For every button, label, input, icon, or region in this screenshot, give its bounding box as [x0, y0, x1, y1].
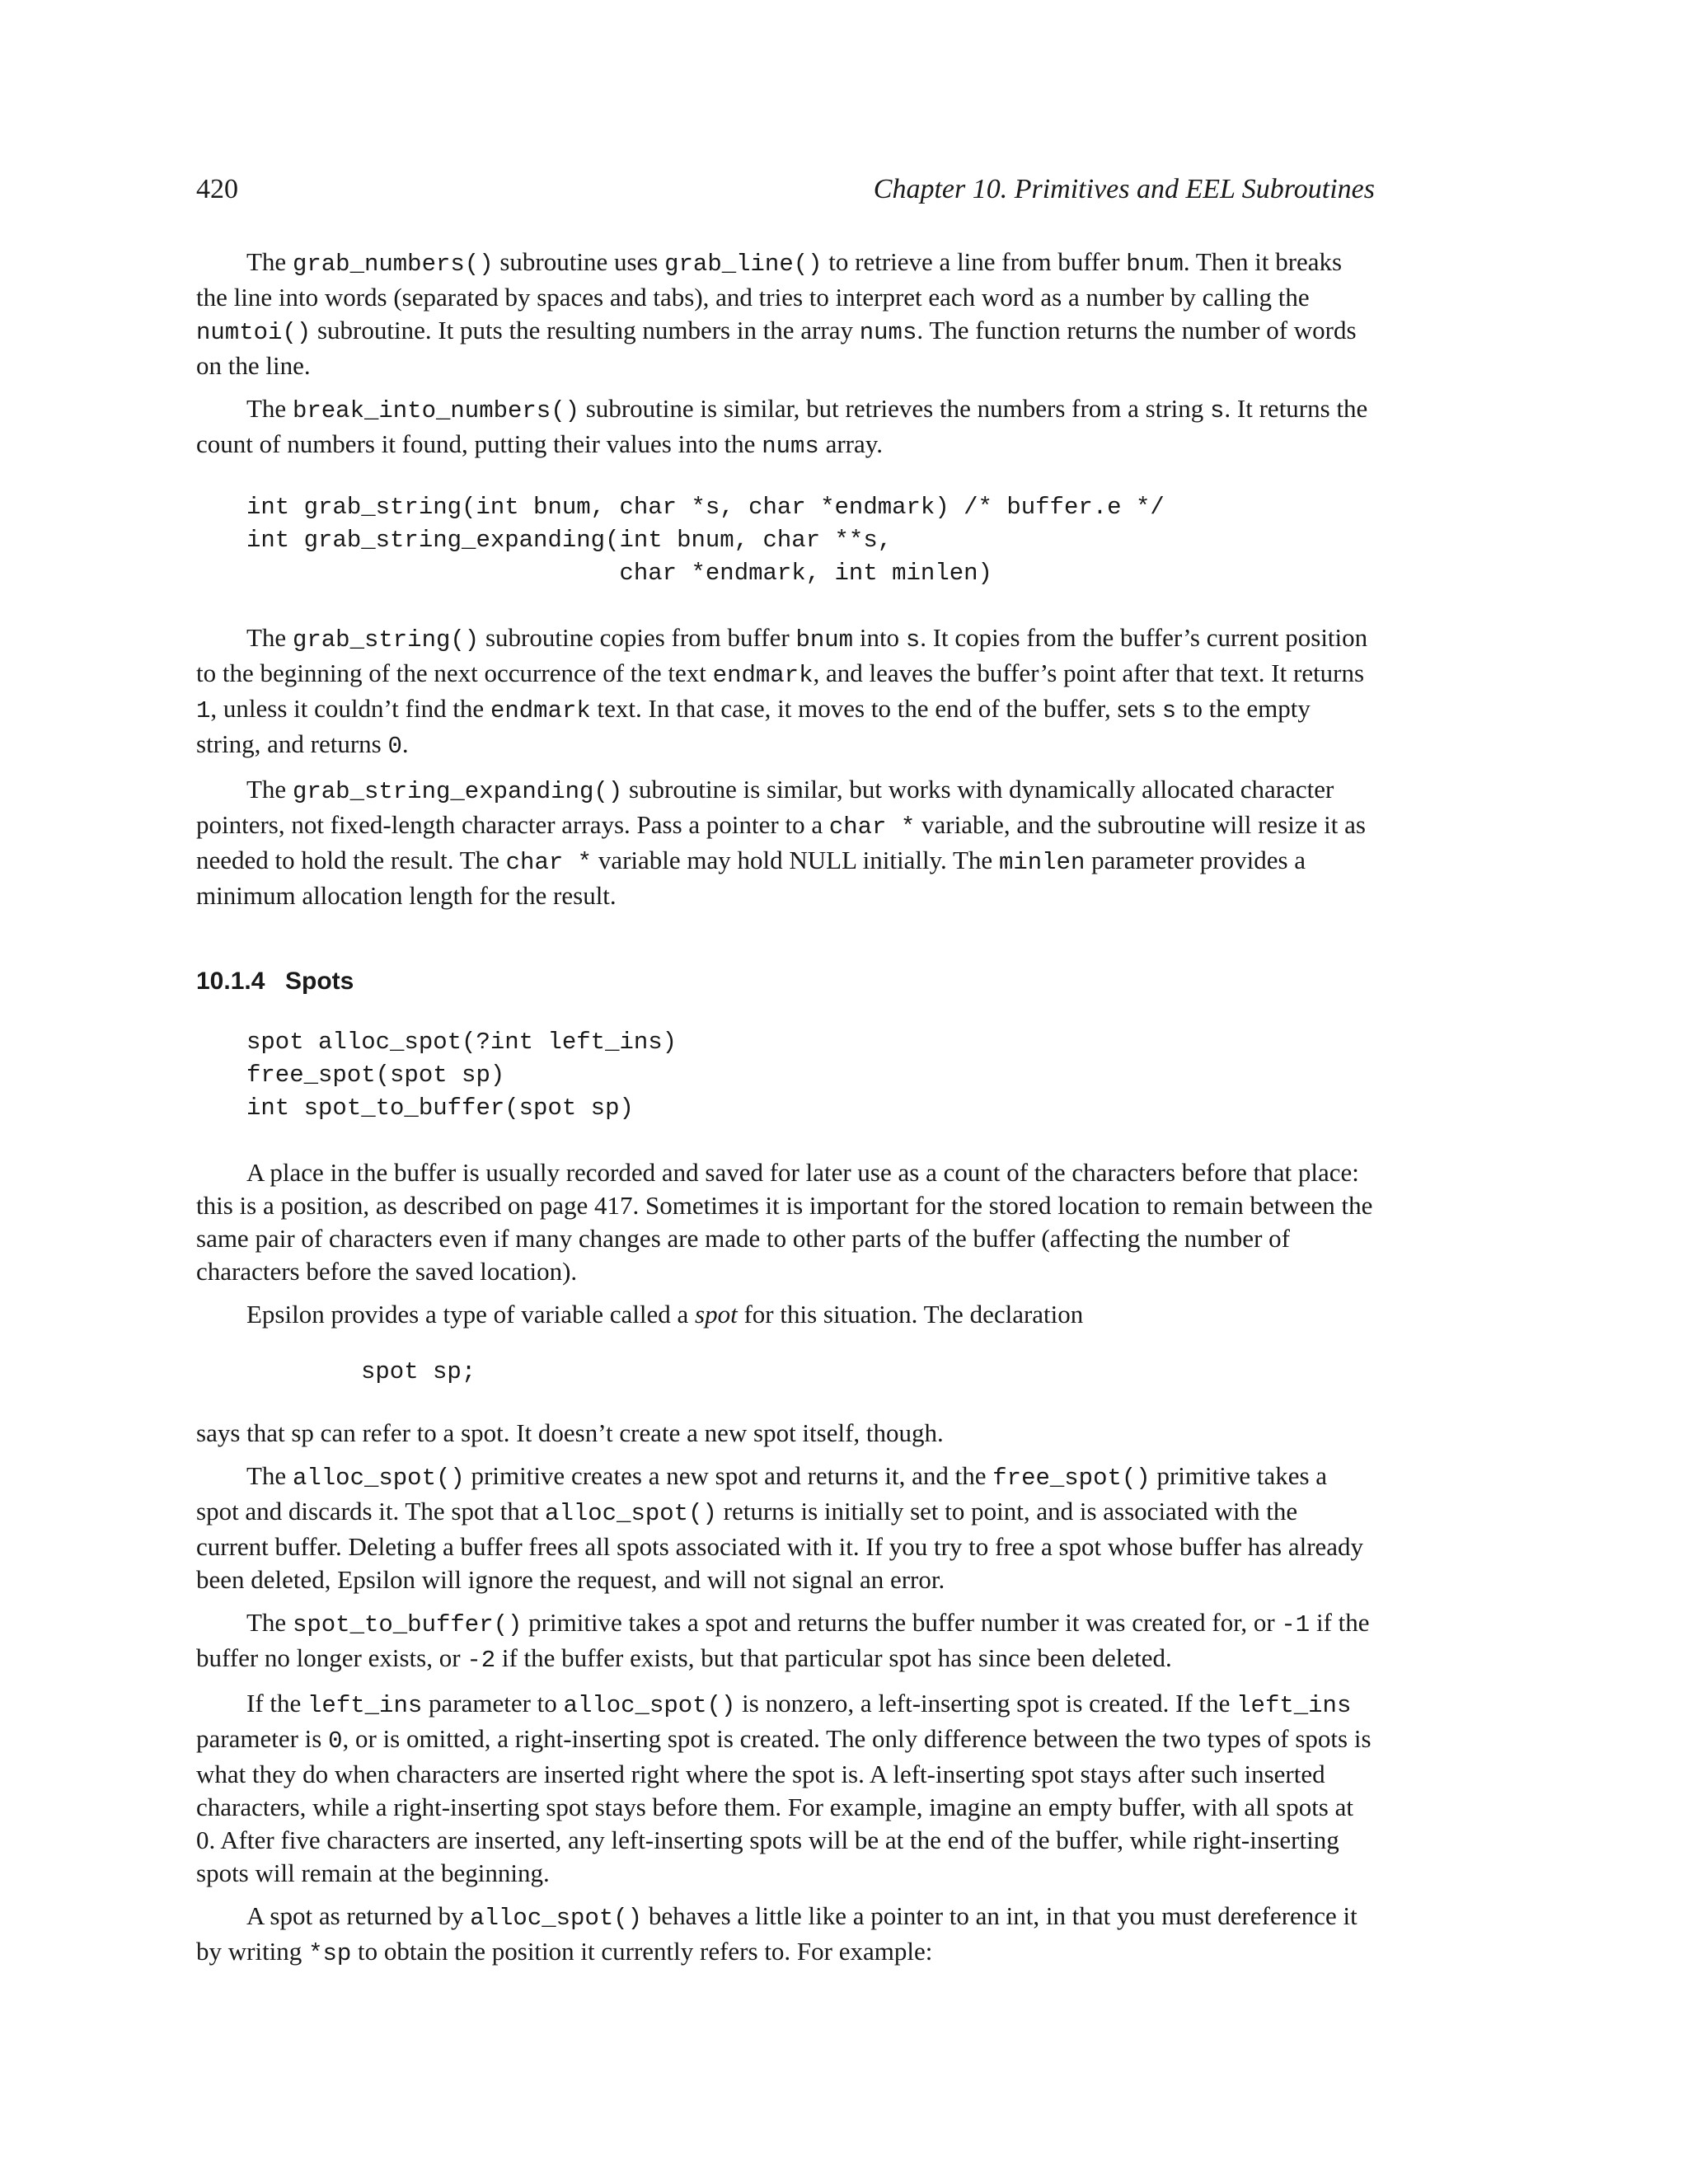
code-block-grab-string: [246, 491, 1375, 590]
code-line: char *endmark, int minlen): [246, 560, 992, 587]
inline-code: -2: [467, 1647, 496, 1674]
paragraph-break-into-numbers: The break_into_numbers() subroutine is similar, but retrieves the numbers from a string s. It returns the count of numbers it found, putting their values into the nums array.: [196, 394, 1368, 460]
inline-code: bnum: [1126, 251, 1184, 278]
inline-code: grab_line(): [664, 251, 823, 278]
paragraph-place-in-buffer: A place in the buffer is usually recorded and saved for later use as a count of the characters before that place: this is a position, as described on page 417. Sometimes it is important for the stored location to remain between the same pair of characters even if many changes are made to other parts of the buffer (affecting the number of characters before the saved location).: [196, 1158, 1373, 1286]
emphasis: spot: [695, 1300, 738, 1329]
inline-code: free_spot(): [992, 1465, 1151, 1492]
code-block-spots: [246, 1026, 1375, 1125]
inline-code: alloc_spot(): [470, 1905, 643, 1932]
code-line: int spot_to_buffer(spot sp): [246, 1094, 634, 1122]
inline-code: nums: [762, 433, 819, 460]
page-number: 420: [196, 174, 238, 204]
inline-code: minlen: [998, 849, 1085, 876]
inline-code: grab_string_expanding(): [292, 778, 623, 805]
inline-code: alloc_spot(): [563, 1692, 736, 1719]
running-head: Chapter 10. Primitives and EEL Subroutines: [873, 174, 1375, 204]
section-number: 10.1.4: [196, 968, 265, 995]
paragraph-grab-string-expanding: The grab_string_expanding() subroutine is similar, but works with dynamically allocated character pointers, not fixed-length character arrays. Pass a pointer to a char * variable, and the subroutine will resize it as needed to hold the result. The char * variable may hold NULL initially. The minlen parameter provides a minimum allocation length for the result.: [196, 775, 1366, 910]
inline-code: 0: [328, 1727, 343, 1755]
inline-code: grab_numbers(): [292, 251, 494, 278]
code-line: int grab_string(int bnum, char *s, char *endmark) /* buffer.e */: [246, 494, 1165, 521]
inline-code: char *: [828, 813, 916, 841]
paragraph-spot-to-buffer: The spot_to_buffer() primitive takes a spot and returns the buffer number it was created for, or -1 if the buffer no longer exists, or -2 if the buffer exists, but that particular spot has since been deleted.: [196, 1608, 1370, 1674]
inline-code: bnum: [795, 626, 854, 654]
inline-code: 1: [196, 697, 211, 724]
code-line: free_spot(spot sp): [246, 1062, 505, 1089]
code-line: int grab_string_expanding(int bnum, char **s,: [246, 527, 893, 554]
inline-code: alloc_spot(): [292, 1465, 465, 1492]
inline-code: alloc_spot(): [545, 1500, 717, 1527]
section-heading: [196, 965, 1375, 998]
inline-code: nums: [859, 319, 917, 346]
paragraph-spot-type: Epsilon provides a type of variable called a spot for this situation. The declaration: [246, 1300, 1084, 1329]
inline-code: endmark: [712, 662, 814, 689]
inline-code: -1: [1281, 1611, 1311, 1638]
paragraph-says-that: says that sp can refer to a spot. It doesn’t create a new spot itself, though.: [196, 1418, 944, 1447]
inline-code: break_into_numbers(): [292, 397, 580, 424]
inline-code: s: [1210, 397, 1225, 424]
inline-code: endmark: [490, 697, 591, 724]
inline-code: left_ins: [1236, 1692, 1352, 1719]
inline-code: grab_string(): [292, 626, 480, 654]
inline-code: 0: [387, 733, 402, 760]
page-body: [196, 246, 1375, 1980]
inline-code: s: [1161, 697, 1177, 724]
paragraph-grab-string: The grab_string() subroutine copies from buffer bnum into s. It copies from the buffer’s current position to the beginning of the next occurrence of the text endmark, and leaves the buffer’s point after that text. It returns 1, unless it couldn’t find the endmark text. In that case, it moves to the end of the buffer, sets s to the empty string, and returns 0.: [196, 623, 1368, 760]
section-title: Spots: [285, 968, 354, 995]
inline-code: spot_to_buffer(): [292, 1611, 523, 1638]
inline-code: char *: [505, 849, 593, 876]
paragraph-left-ins: If the left_ins parameter to alloc_spot() is nonzero, a left-inserting spot is created. If the left_ins parameter is 0, or is omitted, a right-inserting spot is created. The only difference between the two types of spots is what they do when characters are inserted right where the spot is. A left-inserting spot stays after such inserted characters, while a right-inserting spot stays before them. For example, imagine an empty buffer, with all spots at 0. After five characters are inserted, any left-inserting spots will be at the end of the buffer, while right-inserting spots will remain at the beginning.: [196, 1689, 1372, 1887]
page-header: [196, 169, 1375, 210]
paragraph-alloc-spot: The alloc_spot() primitive creates a new spot and returns it, and the free_spot() primitive takes a spot and discards it. The spot that alloc_spot() returns is initially set to point, and is associated with the current buffer. Deleting a buffer frees all spots associated with it. If you try to free a spot whose buffer has already been deleted, Epsilon will ignore the request, and will not signal an error.: [196, 1461, 1364, 1594]
code-line: spot alloc_spot(?int left_ins): [246, 1029, 678, 1056]
inline-code: s: [905, 626, 921, 654]
inline-code: left_ins: [307, 1692, 423, 1719]
paragraph-dereference: A spot as returned by alloc_spot() behaves a little like a pointer to an int, in that you must dereference it by writing *sp to obtain the position it currently refers to. For example:: [196, 1901, 1357, 1967]
inline-code: *sp: [308, 1940, 352, 1967]
inline-code: numtoi(): [196, 319, 312, 346]
paragraph-grab-numbers: The grab_numbers() subroutine uses grab_line() to retrieve a line from buffer bnum. Then it breaks the line into words (separated by spaces and tabs), and tries to interpret each word as a number by calling the numtoi() subroutine. It puts the resulting numbers in the array nums. The function returns the number of words on the line.: [196, 247, 1357, 380]
code-block-declaration: [361, 1356, 1375, 1389]
code-line: spot sp;: [361, 1358, 476, 1385]
